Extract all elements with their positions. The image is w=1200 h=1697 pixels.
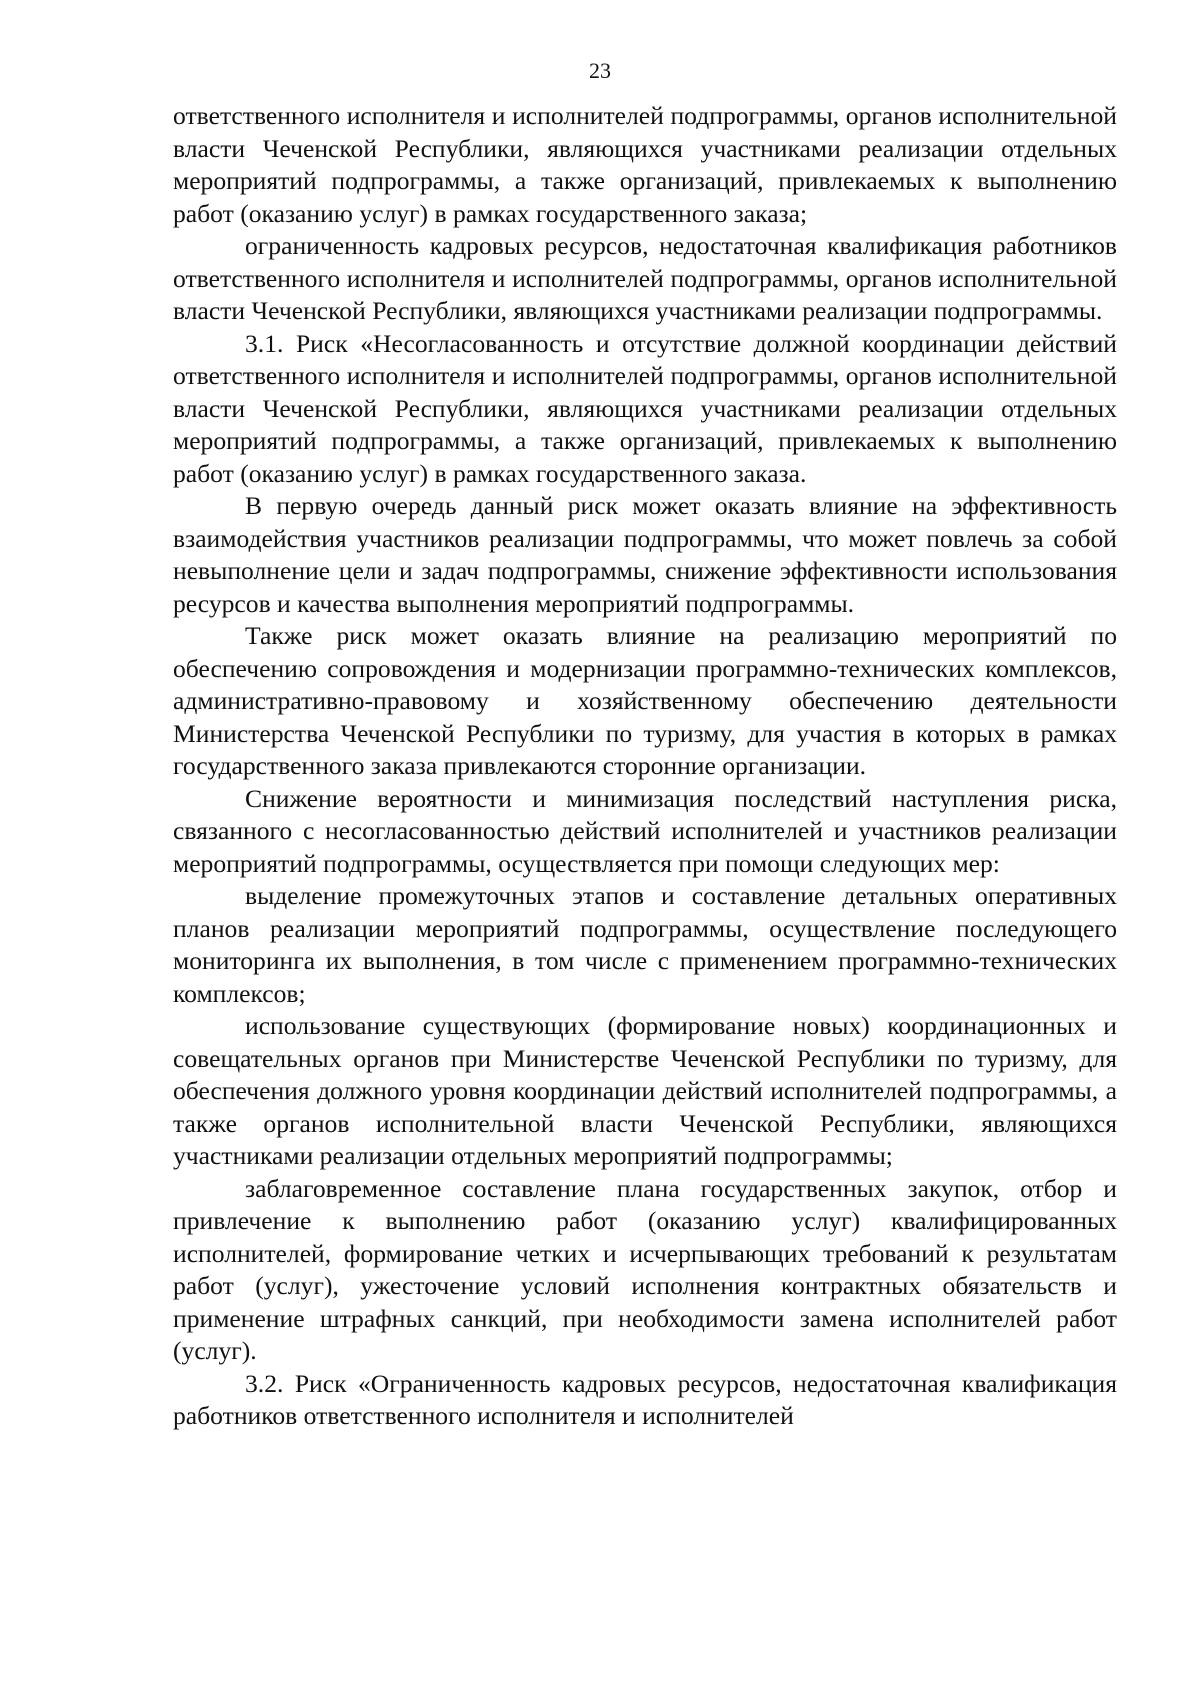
paragraph-measure-procurement: заблаговременное составление плана государственных закупок, отбор и привлечение к выполнению работ (оказанию услуг) квалифицированных исполнителей, формирование четких и исчерпывающих требований к результатам работ (услуг), ужесточение условий исполнения контрактных обязательств и применение штрафных санкций, при необходимости замена исполнителей работ (услуг). <box>173 1173 1117 1365</box>
paragraph-risk-3-2: 3.2. Риск «Ограниченность кадровых ресурсов, недостаточная квалификация работников ответственного исполнителя и исполнителей <box>173 1368 1117 1430</box>
paragraph-risk-influence: Также риск может оказать влияние на реализацию мероприятий по обеспечению сопровождения и модернизации программно-технических комплексов, административно-правовому и хозяйственному обеспечению деятельности Министерства Чеченской Республики по туризму, для участия в которых в рамках государственного заказа привлекаются сторонние организации. <box>173 621 1117 780</box>
page-number: 23 <box>589 58 611 83</box>
document-body <box>173 100 1117 1433</box>
paragraph-risk-3-1: 3.1. Риск «Несогласованность и отсутствие должной координации действий ответственного исполнителя и исполнителей подпрограммы, органов исполнительной власти Чеченской Республики, являющихся участниками реализации отдельных мероприятий подпрограммы, а также организаций, привлекаемых к выполнению работ (оказанию услуг) в рамках государственного заказа. <box>173 328 1117 488</box>
paragraph-measure-stages: выделение промежуточных этапов и составление детальных оперативных планов реализации мероприятий подпрограммы, осуществление последующего мониторинга их выполнения, в том числе с применением программно-технических комплексов; <box>173 881 1117 1008</box>
paragraph-measure-coordination: использование существующих (формирование новых) координационных и совещательных органов при Министерстве Чеченской Республики по туризму, для обеспечения должного уровня координации действий исполнителей подпрограммы, а также органов исполнительной власти Чеченской Республики, являющихся участниками реализации отдельных мероприятий подпрограммы; <box>173 1011 1117 1170</box>
paragraph-risk-mitigation-intro: Снижение вероятности и минимизация последствий наступления риска, связанного с несогласованностью действий исполнителей и участников реализации мероприятий подпрограммы, осуществляется при помощи следующих мер: <box>173 783 1117 878</box>
paragraph-limited-staff-resources: ограниченность кадровых ресурсов, недостаточная квалификация работников ответственного исполнителя и исполнителей подпрограммы, органов исполнительной власти Чеченской Республики, являющихся участниками реализации подпрограммы. <box>173 231 1117 325</box>
paragraph-risk-impact: В первую очередь данный риск может оказать влияние на эффективность взаимодействия участников реализации подпрограммы, что может повлечь за собой невыполнение цели и задач подпрограммы, снижение эффективности использования ресурсов и качества выполнения мероприятий подпрограммы. <box>173 491 1117 618</box>
paragraph-risk-list-continuation: ответственного исполнителя и исполнителей подпрограммы, органов исполнительной власти Чеченской Республики, являющихся участниками реализации отдельных мероприятий подпрограммы, а также организаций, привлекаемых к выполнению работ (оказанию услуг) в рамках государственного заказа; <box>173 101 1117 228</box>
